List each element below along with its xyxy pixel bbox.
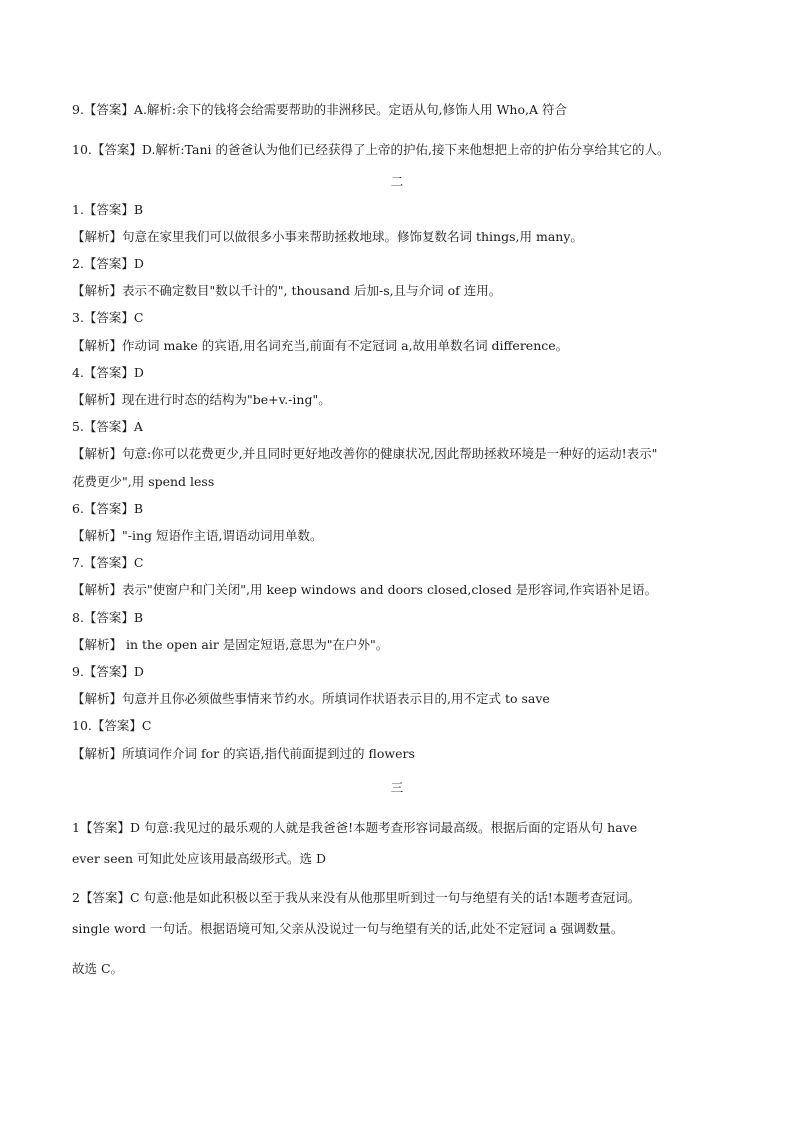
s2-line: 【解析】 in the open air 是固定短语,意思为"在户外"。 [72, 637, 389, 652]
s2-line: 【解析】表示不确定数目"数以千计的", thousand 后加-s,且与介词 of 连用。 [72, 283, 502, 298]
s2-line: 5.【答案】A [72, 419, 143, 434]
s2-line: 【解析】表示"使窗户和门关闭",用 keep windows and doors closed,closed 是形容词,作宾语补足语。 [72, 582, 658, 597]
s2-line: 【解析】"-ing 短语作主语,谓语动词用单数。 [72, 528, 323, 543]
s2-line: 【解析】句意并且你必须做些事情来节约水。所填词作状语表示目的,用不定式 to save [72, 691, 550, 706]
s2-line: 花费更少",用 spend less [72, 474, 215, 489]
s2-line: 6.【答案】B [72, 501, 144, 516]
s2-line: 2.【答案】D [72, 256, 144, 271]
s2-line: 【解析】句意:你可以花费更少,并且同时更好地改善你的健康状况,因此帮助拯救环境是一种好的运动!表示" [72, 446, 658, 461]
s2-line: 7.【答案】C [72, 555, 144, 570]
s2-line: 【解析】作动词 make 的宾语,用名词充当,前面有不定冠词 a,故用单数名词 difference。 [72, 338, 569, 353]
s2-line: 3.【答案】C [72, 310, 144, 325]
prev-answer-10: 10.【答案】D.解析:Tani 的爸爸认为他们已经获得了上帝的护佑,接下来他想把上帝的护佑分享给其它的人。 [72, 142, 670, 157]
s3-line: single word 一句话。根据语境可知,父亲从没说过一句与绝望有关的话,此处不定冠词 a 强调数量。 [72, 921, 624, 936]
s2-line: 【解析】所填词作介词 for 的宾语,指代前面提到过的 flowers [72, 746, 415, 761]
s3-line: 1【答案】D 句意:我见过的最乐观的人就是我爸爸!本题考查形容词最高级。根据后面的定语从句 have [72, 820, 638, 835]
s2-line: 【解析】句意在家里我们可以做很多小事来帮助拯救地球。修饰复数名词 things,用 many。 [72, 229, 583, 244]
s2-line: 8.【答案】B [72, 610, 144, 625]
s2-line: 【解析】现在进行时态的结构为"be+v.-ing"。 [72, 392, 331, 407]
s3-line: ever seen 可知此处应该用最高级形式。选 D [72, 851, 327, 866]
s2-line: 10.【答案】C [72, 718, 152, 733]
section-two-heading: 二 [390, 174, 404, 189]
s2-line: 9.【答案】D [72, 664, 144, 679]
s3-line: 故选 C。 [72, 961, 124, 976]
s3-line: 2【答案】C 句意:他是如此积极以至于我从来没有从他那里听到过一句与绝望有关的话!本题考查冠词。 [72, 890, 641, 905]
s2-line: 4.【答案】D [72, 365, 144, 380]
prev-answer-9: 9.【答案】A.解析:余下的钱将会给需要帮助的非洲移民。定语从句,修饰人用 Who,A 符合 [72, 102, 567, 117]
section-three-heading: 三 [390, 780, 404, 795]
s2-line: 1.【答案】B [72, 202, 144, 217]
